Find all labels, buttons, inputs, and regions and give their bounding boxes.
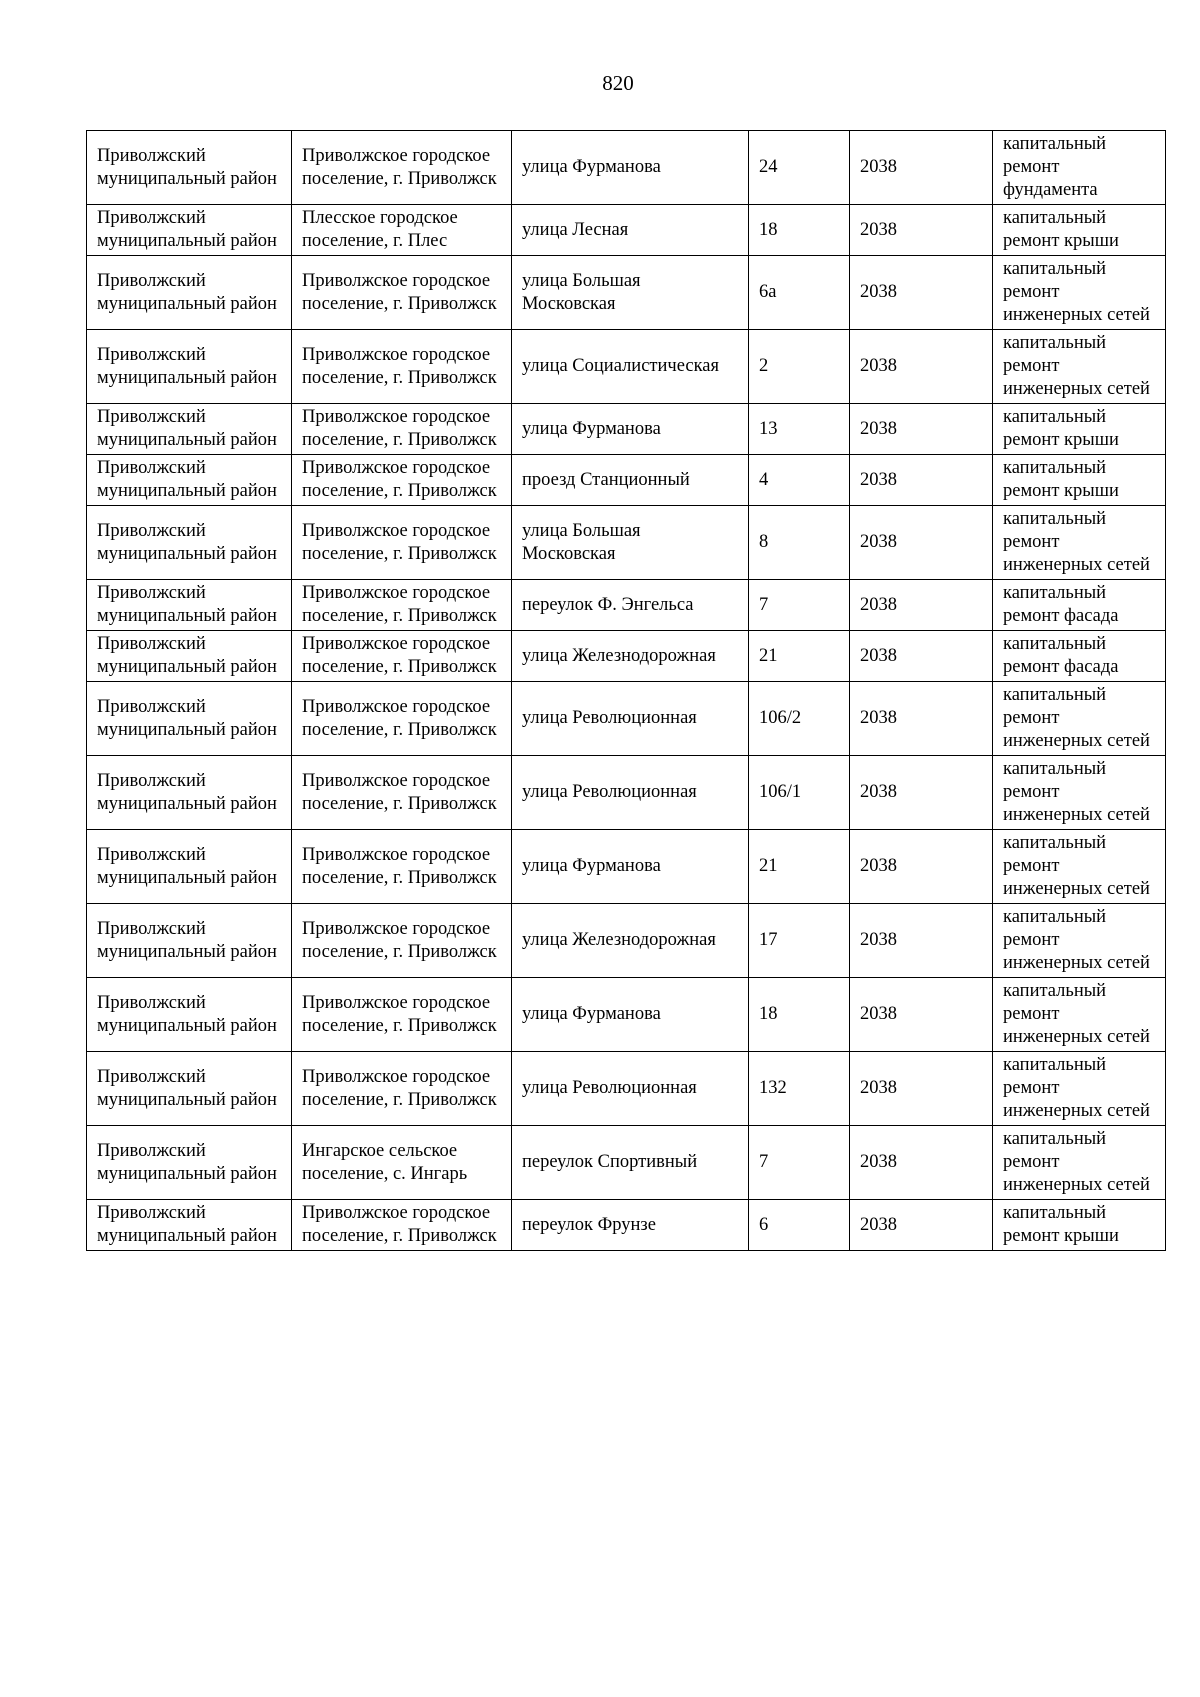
table-row xyxy=(87,904,1166,978)
table-row xyxy=(87,455,1166,506)
year-cell: 2038 xyxy=(850,580,993,631)
work-type-cell: капитальный ремонт фасада xyxy=(993,580,1166,631)
street-cell: улица Фурманова xyxy=(512,830,749,904)
district-cell: Приволжский муниципальный район xyxy=(87,1200,292,1251)
house-number-cell: 4 xyxy=(749,455,850,506)
year-cell: 2038 xyxy=(850,404,993,455)
table-row xyxy=(87,506,1166,580)
repair-schedule-table xyxy=(86,130,1166,1251)
district-cell: Приволжский муниципальный район xyxy=(87,904,292,978)
settlement-cell: Приволжское городское поселение, г. Приволжск xyxy=(292,455,512,506)
table-row xyxy=(87,205,1166,256)
street-cell: улица Лесная xyxy=(512,205,749,256)
table-row xyxy=(87,1126,1166,1200)
house-number-cell: 24 xyxy=(749,131,850,205)
year-cell: 2038 xyxy=(850,205,993,256)
year-cell: 2038 xyxy=(850,256,993,330)
district-cell: Приволжский муниципальный район xyxy=(87,506,292,580)
settlement-cell: Приволжское городское поселение, г. Приволжск xyxy=(292,506,512,580)
house-number-cell: 132 xyxy=(749,1052,850,1126)
year-cell: 2038 xyxy=(850,756,993,830)
settlement-cell: Приволжское городское поселение, г. Приволжск xyxy=(292,756,512,830)
table-row xyxy=(87,631,1166,682)
house-number-cell: 7 xyxy=(749,1126,850,1200)
page-number: 820 xyxy=(602,71,634,95)
year-cell: 2038 xyxy=(850,506,993,580)
settlement-cell: Ингарское сельское поселение, с. Ингарь xyxy=(292,1126,512,1200)
house-number-cell: 13 xyxy=(749,404,850,455)
district-cell: Приволжский муниципальный район xyxy=(87,330,292,404)
street-cell: улица Железнодорожная xyxy=(512,631,749,682)
house-number-cell: 106/2 xyxy=(749,682,850,756)
district-cell: Приволжский муниципальный район xyxy=(87,580,292,631)
district-cell: Приволжский муниципальный район xyxy=(87,131,292,205)
street-cell: улица Большая Московская xyxy=(512,256,749,330)
house-number-cell: 2 xyxy=(749,330,850,404)
work-type-cell: капитальный ремонт инженерных сетей xyxy=(993,1052,1166,1126)
year-cell: 2038 xyxy=(850,682,993,756)
house-number-cell: 21 xyxy=(749,631,850,682)
settlement-cell: Приволжское городское поселение, г. Приволжск xyxy=(292,131,512,205)
table-row xyxy=(87,756,1166,830)
year-cell: 2038 xyxy=(850,978,993,1052)
year-cell: 2038 xyxy=(850,330,993,404)
work-type-cell: капитальный ремонт крыши xyxy=(993,205,1166,256)
settlement-cell: Приволжское городское поселение, г. Приволжск xyxy=(292,904,512,978)
street-cell: переулок Фрунзе xyxy=(512,1200,749,1251)
settlement-cell: Плесское городское поселение, г. Плес xyxy=(292,205,512,256)
work-type-cell: капитальный ремонт фундамента xyxy=(993,131,1166,205)
work-type-cell: капитальный ремонт инженерных сетей xyxy=(993,506,1166,580)
work-type-cell: капитальный ремонт инженерных сетей xyxy=(993,904,1166,978)
district-cell: Приволжский муниципальный район xyxy=(87,978,292,1052)
district-cell: Приволжский муниципальный район xyxy=(87,830,292,904)
year-cell: 2038 xyxy=(850,1052,993,1126)
table-row xyxy=(87,330,1166,404)
table-row xyxy=(87,256,1166,330)
house-number-cell: 7 xyxy=(749,580,850,631)
street-cell: улица Революционная xyxy=(512,756,749,830)
work-type-cell: капитальный ремонт инженерных сетей xyxy=(993,256,1166,330)
work-type-cell: капитальный ремонт инженерных сетей xyxy=(993,756,1166,830)
settlement-cell: Приволжское городское поселение, г. Приволжск xyxy=(292,1200,512,1251)
house-number-cell: 6а xyxy=(749,256,850,330)
house-number-cell: 17 xyxy=(749,904,850,978)
year-cell: 2038 xyxy=(850,1126,993,1200)
work-type-cell: капитальный ремонт крыши xyxy=(993,1200,1166,1251)
table-body xyxy=(87,131,1166,1251)
district-cell: Приволжский муниципальный район xyxy=(87,205,292,256)
district-cell: Приволжский муниципальный район xyxy=(87,1126,292,1200)
district-cell: Приволжский муниципальный район xyxy=(87,455,292,506)
year-cell: 2038 xyxy=(850,455,993,506)
district-cell: Приволжский муниципальный район xyxy=(87,756,292,830)
work-type-cell: капитальный ремонт инженерных сетей xyxy=(993,682,1166,756)
street-cell: улица Революционная xyxy=(512,682,749,756)
table-row xyxy=(87,978,1166,1052)
street-cell: улица Большая Московская xyxy=(512,506,749,580)
work-type-cell: капитальный ремонт инженерных сетей xyxy=(993,1126,1166,1200)
house-number-cell: 18 xyxy=(749,205,850,256)
house-number-cell: 8 xyxy=(749,506,850,580)
settlement-cell: Приволжское городское поселение, г. Приволжск xyxy=(292,580,512,631)
district-cell: Приволжский муниципальный район xyxy=(87,1052,292,1126)
table-row xyxy=(87,1052,1166,1126)
table-row xyxy=(87,1200,1166,1251)
district-cell: Приволжский муниципальный район xyxy=(87,404,292,455)
settlement-cell: Приволжское городское поселение, г. Приволжск xyxy=(292,404,512,455)
settlement-cell: Приволжское городское поселение, г. Приволжск xyxy=(292,682,512,756)
table-row xyxy=(87,404,1166,455)
table-row xyxy=(87,131,1166,205)
work-type-cell: капитальный ремонт крыши xyxy=(993,455,1166,506)
settlement-cell: Приволжское городское поселение, г. Приволжск xyxy=(292,830,512,904)
street-cell: улица Революционная xyxy=(512,1052,749,1126)
street-cell: улица Социалистическая xyxy=(512,330,749,404)
year-cell: 2038 xyxy=(850,904,993,978)
district-cell: Приволжский муниципальный район xyxy=(87,256,292,330)
street-cell: проезд Станционный xyxy=(512,455,749,506)
district-cell: Приволжский муниципальный район xyxy=(87,682,292,756)
work-type-cell: капитальный ремонт инженерных сетей xyxy=(993,978,1166,1052)
year-cell: 2038 xyxy=(850,830,993,904)
table-row xyxy=(87,580,1166,631)
work-type-cell: капитальный ремонт фасада xyxy=(993,631,1166,682)
work-type-cell: капитальный ремонт инженерных сетей xyxy=(993,330,1166,404)
year-cell: 2038 xyxy=(850,1200,993,1251)
table-row xyxy=(87,682,1166,756)
house-number-cell: 18 xyxy=(749,978,850,1052)
street-cell: улица Железнодорожная xyxy=(512,904,749,978)
settlement-cell: Приволжское городское поселение, г. Приволжск xyxy=(292,631,512,682)
settlement-cell: Приволжское городское поселение, г. Приволжск xyxy=(292,256,512,330)
year-cell: 2038 xyxy=(850,131,993,205)
work-type-cell: капитальный ремонт крыши xyxy=(993,404,1166,455)
settlement-cell: Приволжское городское поселение, г. Приволжск xyxy=(292,1052,512,1126)
table-row xyxy=(87,830,1166,904)
settlement-cell: Приволжское городское поселение, г. Приволжск xyxy=(292,978,512,1052)
street-cell: переулок Спортивный xyxy=(512,1126,749,1200)
street-cell: улица Фурманова xyxy=(512,404,749,455)
settlement-cell: Приволжское городское поселение, г. Приволжск xyxy=(292,330,512,404)
work-type-cell: капитальный ремонт инженерных сетей xyxy=(993,830,1166,904)
house-number-cell: 21 xyxy=(749,830,850,904)
street-cell: улица Фурманова xyxy=(512,978,749,1052)
street-cell: переулок Ф. Энгельса xyxy=(512,580,749,631)
house-number-cell: 106/1 xyxy=(749,756,850,830)
district-cell: Приволжский муниципальный район xyxy=(87,631,292,682)
street-cell: улица Фурманова xyxy=(512,131,749,205)
house-number-cell: 6 xyxy=(749,1200,850,1251)
year-cell: 2038 xyxy=(850,631,993,682)
